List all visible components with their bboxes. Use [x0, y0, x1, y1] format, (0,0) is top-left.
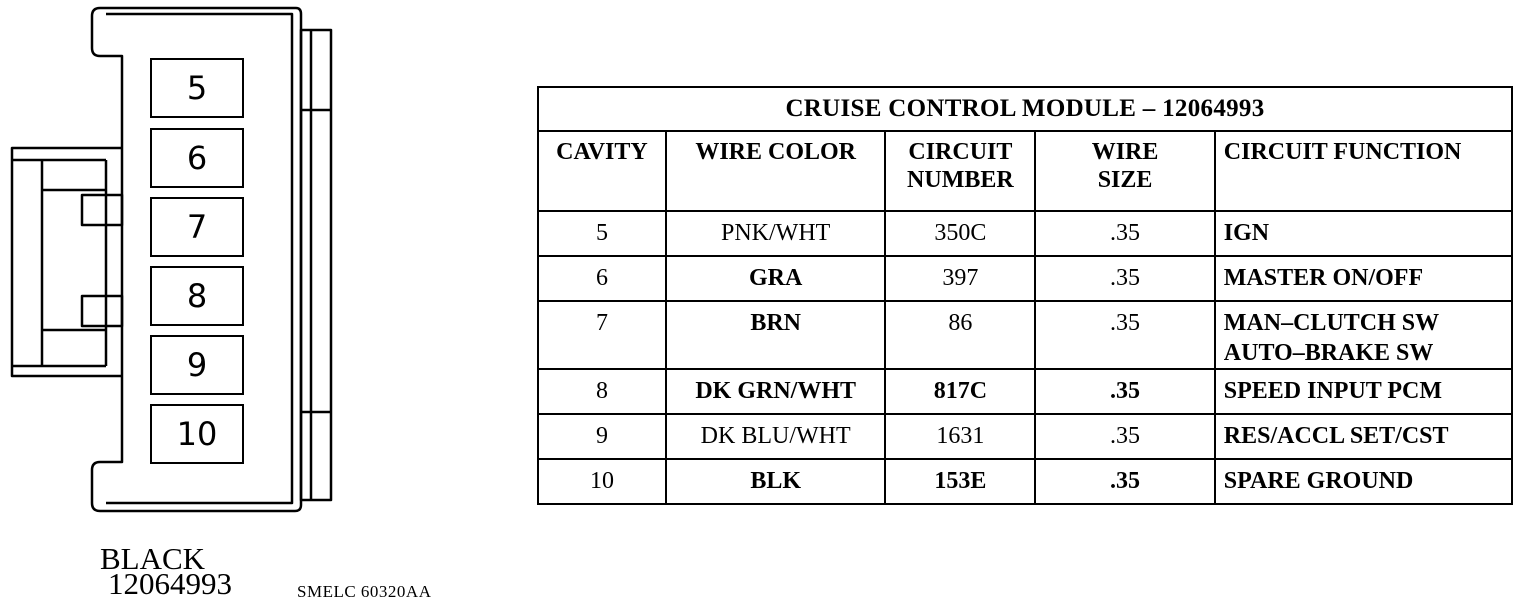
cell-circuit-number: 1631 — [885, 414, 1035, 459]
header-circuit-number: CIRCUIT NUMBER — [885, 131, 1035, 211]
circuit-function-line: RES/ACCL SET/CST — [1223, 423, 1449, 449]
cell-wire-size: .35 — [1035, 369, 1214, 414]
cell-circuit-function — [1215, 369, 1512, 414]
circuit-function-line: IGN — [1223, 220, 1270, 246]
cavity-9-label: 9 — [150, 335, 244, 395]
circuit-function-line: SPARE GROUND — [1223, 468, 1414, 494]
pinout-table — [537, 86, 1513, 505]
cell-circuit-function — [1215, 414, 1512, 459]
cavity-8-label: 8 — [150, 266, 244, 326]
reference-code: SMELC 60320AA — [297, 582, 432, 601]
connector-diagram — [0, 0, 520, 540]
cell-wire-color: GRA — [666, 256, 886, 301]
cell-cavity: 6 — [538, 256, 666, 301]
cavity-10-label: 10 — [150, 404, 244, 464]
cell-circuit-number: 397 — [885, 256, 1035, 301]
cell-wire-color: BLK — [666, 459, 886, 504]
table-row — [538, 211, 1512, 256]
header-cavity: CAVITY — [538, 131, 666, 211]
cell-cavity: 7 — [538, 301, 666, 369]
connector-color: BLACK — [100, 541, 206, 576]
cell-circuit-function — [1215, 301, 1512, 369]
circuit-function-line: MAN–CLUTCH SW — [1223, 310, 1440, 336]
table-row — [538, 301, 1512, 369]
cell-circuit-number: 817C — [885, 369, 1035, 414]
cell-cavity: 5 — [538, 211, 666, 256]
table-title-row — [538, 87, 1512, 131]
header-wire-size: WIRE SIZE — [1035, 131, 1214, 211]
cell-wire-size: .35 — [1035, 459, 1214, 504]
header-wire-color: WIRE COLOR — [666, 131, 886, 211]
table-header-row — [538, 131, 1512, 211]
cell-circuit-function — [1215, 459, 1512, 504]
cell-cavity: 8 — [538, 369, 666, 414]
cell-wire-color: DK BLU/WHT — [666, 414, 886, 459]
connector-body-outline — [0, 0, 520, 540]
cell-wire-size: .35 — [1035, 301, 1214, 369]
cavity-5-label: 5 — [150, 58, 244, 118]
cell-circuit-number: 153E — [885, 459, 1035, 504]
table-row — [538, 369, 1512, 414]
table-title: CRUISE CONTROL MODULE – 12064993 — [538, 87, 1512, 131]
cell-circuit-function — [1215, 211, 1512, 256]
cell-wire-color: DK GRN/WHT — [666, 369, 886, 414]
table-row — [538, 256, 1512, 301]
cavity-6-label: 6 — [150, 128, 244, 188]
table-row — [538, 459, 1512, 504]
cell-wire-size: .35 — [1035, 256, 1214, 301]
cell-cavity: 10 — [538, 459, 666, 504]
header-circuit-function: CIRCUIT FUNCTION — [1215, 131, 1512, 211]
cell-wire-size: .35 — [1035, 211, 1214, 256]
connector-part-number: 12064993 — [108, 566, 232, 601]
cell-wire-color: BRN — [666, 301, 886, 369]
cell-circuit-function — [1215, 256, 1512, 301]
cell-circuit-number: 350C — [885, 211, 1035, 256]
circuit-function-line: SPEED INPUT PCM — [1223, 378, 1443, 404]
cell-circuit-number: 86 — [885, 301, 1035, 369]
cell-wire-size: .35 — [1035, 414, 1214, 459]
table-row — [538, 414, 1512, 459]
cell-wire-color: PNK/WHT — [666, 211, 886, 256]
cell-cavity: 9 — [538, 414, 666, 459]
cavity-7-label: 7 — [150, 197, 244, 257]
circuit-function-line: MASTER ON/OFF — [1223, 265, 1424, 291]
circuit-function-line: AUTO–BRAKE SW — [1223, 340, 1434, 366]
